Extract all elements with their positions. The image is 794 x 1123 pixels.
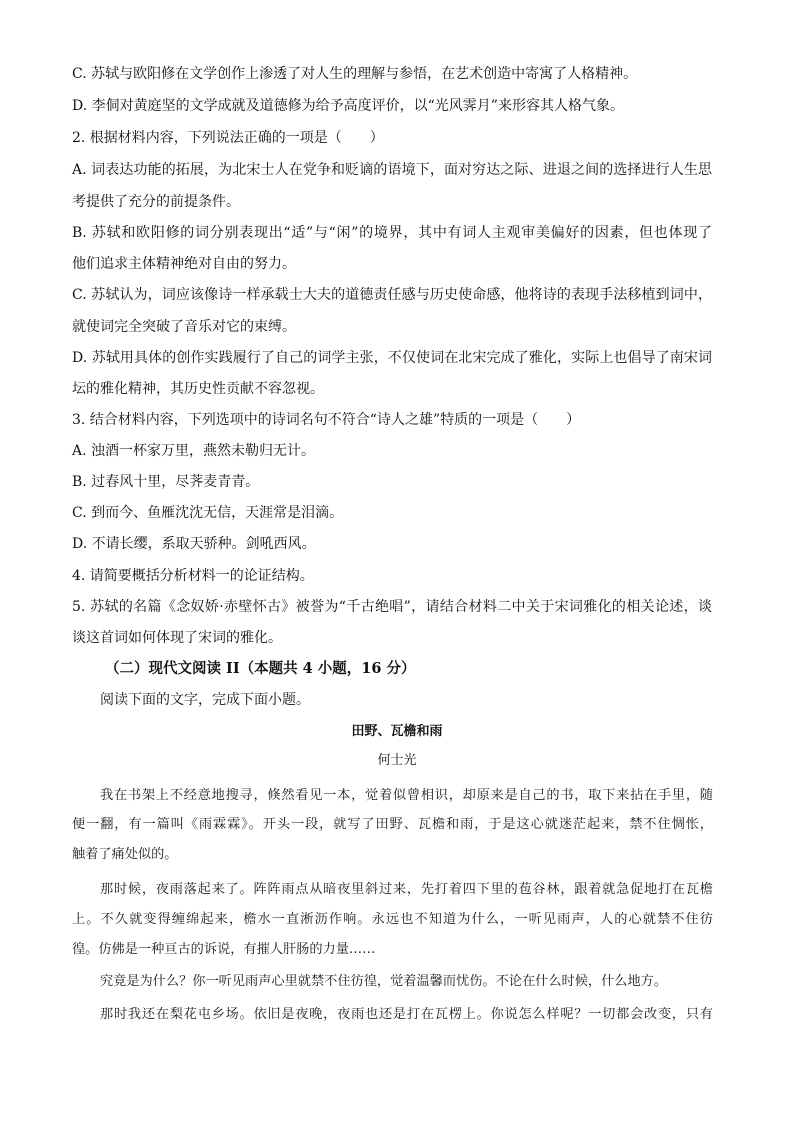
passage-p1-line3: 触着了痛处似的。 [72, 847, 178, 862]
q2-option-d-line2: 坛的雅化精神，其历史性贡献不容忽视。 [72, 381, 324, 397]
passage-p2-line2: 上。不久就变得缠绵起来，檐水一直淅沥作响。永远也不知道为什么，一听见雨声，人的心就禁不住彷 [72, 912, 713, 927]
passage-p2-line3: 徨。仿佛是一种亘古的诉说，有摧人肝肠的力量…… [72, 942, 376, 957]
q3-option-d: D. 不请长缨，系取天骄种。剑吼西风。 [72, 536, 316, 552]
q3-option-c: C. 到而今、鱼雁沈沈无信，天涯常是泪滴。 [72, 505, 344, 521]
q3-stem: 3. 结合材料内容，下列选项中的诗词名句不符合“诗人之雄”特质的一项是（ ） [72, 412, 581, 428]
q2-stem: 2. 根据材料内容，下列说法正确的一项是（ ） [72, 130, 384, 146]
q2-option-b-line2: 他们追求主体精神绝对自由的努力。 [72, 256, 296, 272]
passage-title: 田野、瓦檐和雨 [351, 724, 443, 739]
passage-p1-line1: 我在书架上不经意地搜寻，倏然看见一本，觉着似曾相识，却原来是自己的书，取下来拈在手里，随 [100, 788, 713, 803]
section-instruction: 阅读下面的文字，完成下面小题。 [100, 692, 310, 708]
q3-option-a: A. 浊酒一杯家万里，燕然未勒归无计。 [72, 443, 316, 459]
q3-option-b: B. 过春风十里，尽荠麦青青。 [72, 474, 260, 490]
passage-p4-line1: 那时我还在梨花屯乡场。依旧是夜晚，夜雨也还是打在瓦楞上。你说怎么样呢？一切都会改变，只有 [100, 1007, 713, 1022]
q2-option-a-line1: A. 词表达功能的拓展，为北宋士人在党争和贬谪的语境下，面对穷达之际、进退之间的选择进行人生思 [72, 162, 712, 178]
q2-option-b-line1: B. 苏轼和欧阳修的词分别表现出“适”与“闲”的境界，其中有词人主观审美偏好的因素，但也体现了 [72, 225, 712, 241]
q2-option-a-line2: 考提供了充分的前提条件。 [72, 194, 240, 210]
passage-p2-line1: 那时候，夜雨落起来了。阵阵雨点从暗夜里斜过来，先打着四下里的苞谷林，跟着就急促地打在瓦檐 [100, 882, 713, 897]
q2-option-c-line2: 就使词完全突破了音乐对它的束缚。 [72, 319, 296, 335]
q2-option-d-line1: D. 苏轼用具体的创作实践履行了自己的词学主张，不仅使词在北宋完成了雅化，实际上也倡导了南宋词 [72, 350, 712, 366]
passage-p3: 究竟是为什么？你一听见雨声心里就禁不住彷徨，觉着温馨而忧伤。不论在什么时候，什么地方。 [100, 974, 668, 989]
q5-stem-line2: 谈这首词如何体现了宋词的雅化。 [72, 630, 282, 646]
q5-stem-line1: 5. 苏轼的名篇《念奴娇·赤壁怀古》被誉为“千古绝唱”，请结合材料二中关于宋词雅化的相关论述，谈 [72, 599, 712, 615]
passage-p1-line2: 便一翻，有一篇叫《雨霖霖》。开头一段，就写了田野、瓦檐和雨，于是这心就迷茫起来，禁不住惆怅， [72, 817, 713, 832]
section-heading: （二）现代文阅读 II（本题共 4 小题，16 分） [105, 660, 416, 677]
q1-option-d: D. 李侗对黄庭坚的文学成就及道德修为给予高度评价，以“光风霁月”来形容其人格气象。 [72, 98, 624, 114]
q2-option-c-line1: C. 苏轼认为，词应该像诗一样承载士大夫的道德责任感与历史使命感，他将诗的表现手法移植到词中， [72, 287, 712, 303]
passage-author: 何士光 [377, 753, 417, 768]
q4-stem: 4. 请简要概括分析材料一的论证结构。 [72, 568, 314, 584]
q1-option-c: C. 苏轼与欧阳修在文学创作上渗透了对人生的理解与参悟，在艺术创造中寄寓了人格精神。 [72, 66, 638, 82]
